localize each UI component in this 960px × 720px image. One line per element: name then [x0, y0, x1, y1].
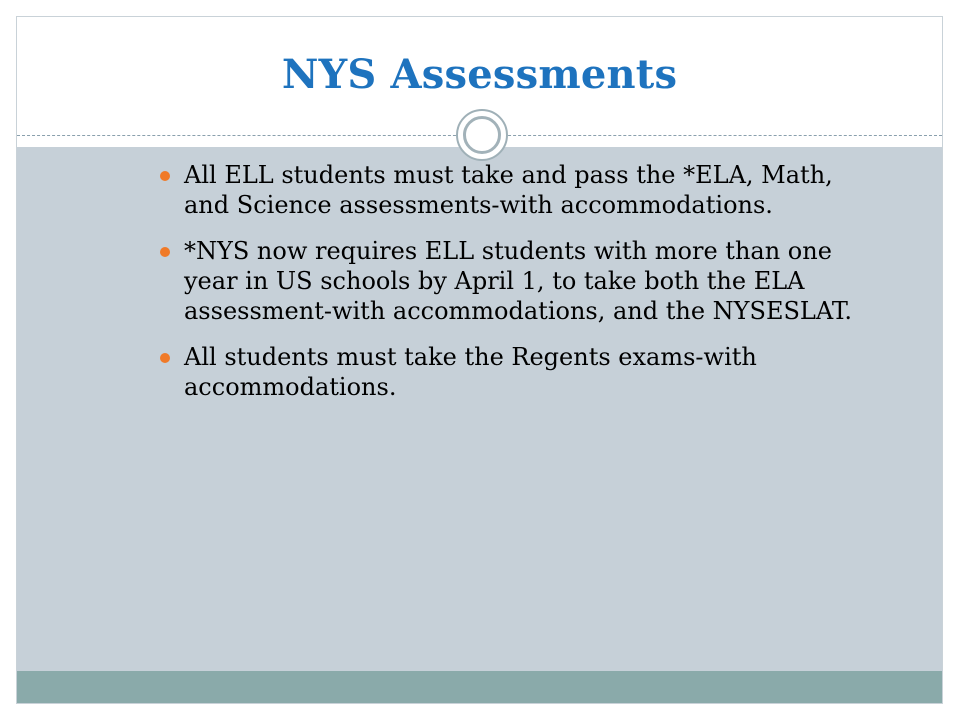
orange-dot-bullet-icon	[160, 171, 170, 181]
bullet-text: *NYS now requires ELL students with more than one year in US schools by April 1, to take both the ELA assessment-with accommodations, and the NYSESLAT.	[184, 237, 852, 325]
footer-band	[17, 671, 942, 704]
bullet-text: All ELL students must take and pass the *ELA, Math, and Science assessments-with accommodations.	[184, 161, 833, 219]
orange-dot-bullet-icon	[160, 353, 170, 363]
bullet-item	[160, 342, 860, 402]
bullet-item	[160, 160, 860, 220]
bullet-list	[160, 160, 860, 418]
ring-divider-icon	[456, 109, 508, 161]
slide-title: NYS Assessments	[281, 51, 678, 98]
bullet-text: All students must take the Regents exams-with accommodations.	[184, 343, 757, 401]
ring-inner-circle	[463, 116, 501, 154]
orange-dot-bullet-icon	[160, 247, 170, 257]
bullet-item	[160, 236, 860, 326]
